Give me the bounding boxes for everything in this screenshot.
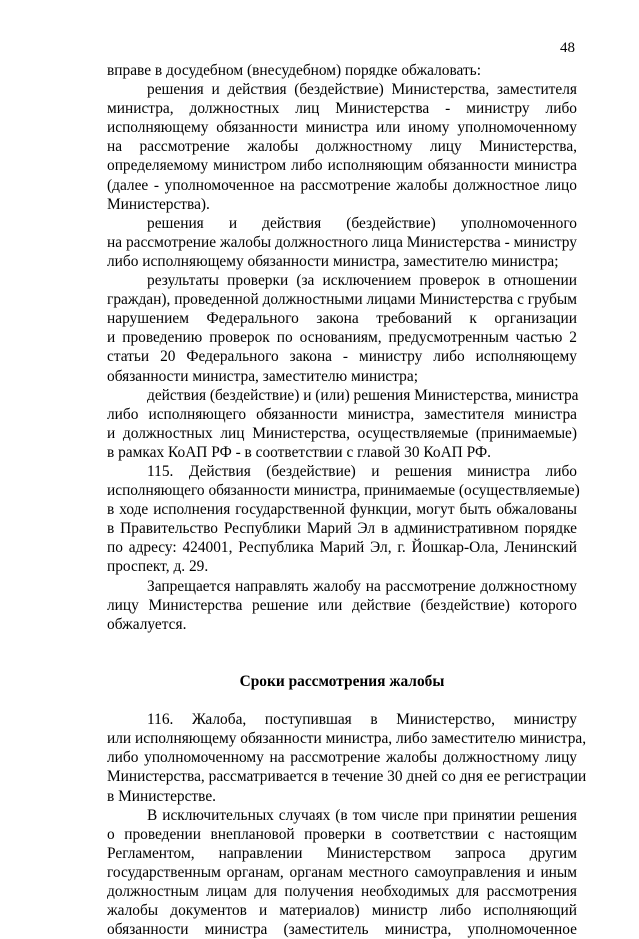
document-body <box>107 61 587 939</box>
text-line: исполняющему обязанности министра или иному уполномоченному <box>107 119 577 137</box>
text-line: Министерства, рассматривается в течение 30 дней со дня ее регистрации <box>107 768 587 786</box>
text-line: по адресу: 424001, Республика Марий Эл, г. Йошкар-Ола, Ленинский <box>107 539 577 557</box>
text-line: проспект, д. 29. <box>107 558 209 576</box>
text-line: в Министерстве. <box>107 787 217 805</box>
paragraph <box>107 271 577 386</box>
text-line: обжалуется. <box>107 615 187 633</box>
text-line: о проведении внеплановой проверки в соответствии с настоящим <box>107 825 577 843</box>
section-heading: Сроки рассмотрения жалобы <box>239 673 445 690</box>
text-line: решения и действия (бездействие) уполномоченного <box>147 214 577 232</box>
text-line: обязанности министра, заместителю министра; <box>107 367 418 385</box>
text-line: или исполняющему обязанности министра, либо заместителю министра, <box>107 730 587 748</box>
paragraph <box>107 462 580 577</box>
text-line: граждан), проведенной должностными лицами Министерства с грубым <box>107 291 577 309</box>
text-line: результаты проверки (за исключением проверок в отношении <box>147 272 577 290</box>
text-line: нарушением Федерального закона требований к организации <box>107 310 577 328</box>
text-line: действия (бездействие) и (или) решения Министерства, министра <box>147 386 579 404</box>
text-line: министра, должностных лиц Министерства - министру либо <box>107 100 577 118</box>
paragraph <box>107 61 577 80</box>
text-line: исполняющего обязанности министра, принимаемые (осуществляемые) <box>107 482 580 500</box>
paragraph <box>107 577 577 634</box>
text-line: должностным лицам для получения необходимых для рассмотрения <box>107 883 577 901</box>
paragraph <box>107 214 577 271</box>
paragraph <box>107 80 577 214</box>
text-line: решения и действия (бездействие) Министерства, заместителя <box>147 81 577 99</box>
text-line: в Правительство Республики Марий Эл в административном порядке <box>107 520 577 538</box>
text-line: 116. Жалоба, поступившая в Министерство, министру <box>147 711 577 729</box>
text-line: определяемому министром либо исполняющим обязанности министра <box>107 157 577 175</box>
text-line: либо уполномоченному на рассмотрение жалобы должностному лицу <box>107 749 577 767</box>
text-line: либо исполняющего обязанности министра, заместителя министра <box>107 405 577 423</box>
text-line: 115. Действия (бездействие) и решения министра либо <box>147 462 577 480</box>
spacer <box>107 653 577 672</box>
text-line: на рассмотрение жалобы должностному лицу Министерства, <box>107 138 577 156</box>
text-line: Регламентом, направлении Министерством запроса другим <box>107 844 577 862</box>
text-line: на рассмотрение жалобы должностного лица Министерства - министру <box>107 233 577 251</box>
paragraph <box>107 806 577 939</box>
text-line: жалобы документов и материалов) министр либо исполняющий <box>107 902 577 920</box>
page-number: 48 <box>560 40 575 56</box>
text-line: обязанности министра (заместитель министра, уполномоченное <box>107 921 577 939</box>
text-line: лицу Министерства решение или действие (бездействие) которого <box>107 596 577 614</box>
spacer <box>107 691 577 710</box>
text-line: и должностных лиц Министерства, осуществляемые (принимаемые) <box>107 424 577 442</box>
text-line: государственным органам, органам местного самоуправления и иным <box>107 863 577 881</box>
paragraph <box>107 710 587 805</box>
text-line: в рамках КоАП РФ - в соответствии с главой 30 КоАП РФ. <box>107 443 491 461</box>
text-line: и проведению проверок по основаниям, предусмотренным частью 2 <box>107 329 577 347</box>
text-line: Министерства). <box>107 195 210 213</box>
text-line: В исключительных случаях (в том числе при принятии решения <box>147 806 577 824</box>
spacer <box>107 634 577 653</box>
paragraphs-before-heading <box>107 61 580 634</box>
text-line: статьи 20 Федерального закона - министру либо исполняющему <box>107 348 577 366</box>
paragraph <box>107 386 577 462</box>
text-line: вправе в досудебном (внесудебном) порядке обжаловать: <box>107 62 481 79</box>
text-line: в ходе исполнения государственной функции, могут быть обжалованы <box>107 501 577 519</box>
text-line: Запрещается направлять жалобу на рассмотрение должностному <box>147 577 577 595</box>
text-line: (далее - уполномоченное на рассмотрение жалобы должностное лицо <box>107 176 577 194</box>
text-line: либо исполняющему обязанности министра, заместителю министра; <box>107 252 559 270</box>
